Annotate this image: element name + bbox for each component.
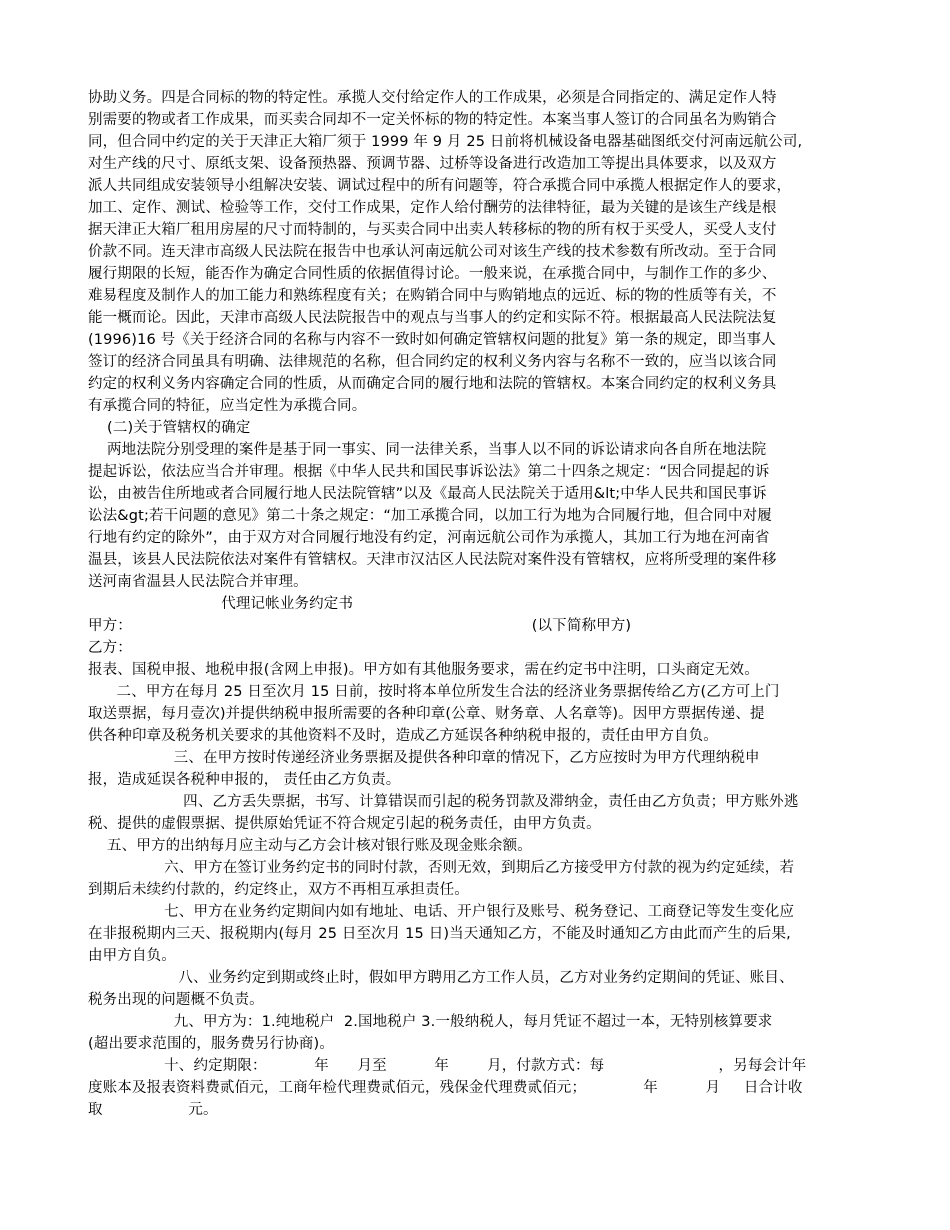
text-line: 两地法院分别受理的案件是基于同一事实、同一法律关系，当事人以不同的诉讼请求向各自所在地法院 xyxy=(88,442,767,458)
text-line: 取 元。 xyxy=(88,1102,218,1118)
text-line: 加工、定作、测试、检验等工作，交付工作成果，定作人给付酬劳的法律特征，最为关键的是该生产线是根 xyxy=(88,200,777,216)
text-line: 能一概而论。因此，天津市高级人民法院报告中的观点与当事人的约定和实际不符。根据最高人民法院法复 xyxy=(88,310,777,326)
clause-10: 十、约定期限： 年 月至 年 月，付款方式：每 ，另每会计年 xyxy=(88,1058,807,1074)
text-line: 价款不同。连天津市高级人民法院在报告中也承认河南远航公司对该生产线的技术参数有所改动。至于合同 xyxy=(88,244,777,260)
text-line: 据天津正大箱厂租用房屋的尺寸而特制的，与买卖合同中出卖人转移标的物的所有权于买受人，买受人支付 xyxy=(88,222,777,238)
clause-3: 三、在甲方按时传递经济业务票据及提供各种印章的情况下，乙方应按时为甲方代理纳税申 xyxy=(88,750,760,766)
text-line: 报表、国税申报、地税申报(含网上申报)。甲方如有其他服务要求，需在约定书中注明，口头商定无效。 xyxy=(88,662,759,678)
clause-6: 六、甲方在签订业务约定书的同时付款，否则无效，到期后乙方接受甲方付款的视为约定延续，若 xyxy=(88,860,795,876)
clause-7: 七、甲方在业务约定期间内如有地址、电话、开户银行及账号、税务登记、工商登记等发生变化应 xyxy=(88,904,795,920)
text-line: 在非报税期内三天、报税期内(每月 25 日至次月 15 日)当天通知乙方，不能及时通知乙方由此而产生的后果, xyxy=(88,926,791,942)
party-b-line: 乙方： xyxy=(88,640,132,656)
document-title: 代理记帐业务约定书 xyxy=(88,596,354,612)
text-line: 税、提供的虚假票据、提供原始凭证不符合规定引起的税务责任，由甲方负责。 xyxy=(88,816,601,832)
clause-9: 九、甲方为：1.纯地税户 2.国地税户 3.一般纳税人，每月凭证不超过一本，无特别核算要求 xyxy=(88,1014,773,1030)
text-line: 讼，由被告住所地或者合同履行地人民法院管辖”以及《最高人民法院关于适用&lt;中华人民共和国民事诉 xyxy=(88,486,767,502)
text-line: 供各种印章及税务机关要求的其他资料不及时，造成乙方延误各种纳税申报的，责任由甲方自负。 xyxy=(88,728,718,744)
clause-4: 四、乙方丢失票据，书写、计算错误而引起的税务罚款及滞纳金，责任由乙方负责；甲方账外逃 xyxy=(88,794,799,810)
text-line: 由甲方自负。 xyxy=(88,948,176,964)
text-line: (超出要求范围的，服务费另行协商)。 xyxy=(88,1036,335,1052)
text-line: 协助义务。四是合同标的物的特定性。承揽人交付给定作人的工作成果，必须是合同指定的、满足定作人特 xyxy=(88,90,777,106)
text-line: 对生产线的尺寸、原纸支架、设备预热器、预调节器、过桥等设备进行改造加工等提出具体要求，以及双方 xyxy=(88,156,777,172)
clause-5: 五、甲方的出纳每月应主动与乙方会计核对银行账及现金账余额。 xyxy=(88,838,532,854)
clause-8: 八、业务约定到期或终止时，假如甲方聘用乙方工作人员，乙方对业务约定期间的凭证、账目、 xyxy=(88,970,794,986)
text-line: 温县，该县人民法院依法对案件有管辖权。天津市汉沽区人民法院对案件没有管辖权，应将所受理的案件移 xyxy=(88,552,777,568)
text-line: 取送票据，每月壹次)并提供纳税申报所需要的各种印章(公章、财务章、人名章等)。因甲方票据传递、提 xyxy=(88,706,765,722)
text-line: 行地有约定的除外”，由于双方对合同履行地没有约定，河南远航公司作为承揽人，其加工行为地在河南省 xyxy=(88,530,770,546)
text-line: 有承揽合同的特征，应当定性为承揽合同。 xyxy=(88,398,367,414)
text-line: 税务出现的问题概不负责。 xyxy=(88,992,264,1008)
text-line: 到期后未续约付款的，约定终止，双方不再相互承担责任。 xyxy=(88,882,469,898)
party-a-line: 甲方： (以下简称甲方) xyxy=(88,618,632,634)
text-line: 提起诉讼，依法应当合并审理。根据《中华人民共和国民事诉讼法》第二十四条之规定：“因合同提起的诉 xyxy=(88,464,770,480)
text-line: 同，但合同中约定的关于天津正大箱厂须于 1999 年 9 月 25 日前将机械设备电器基础图纸交付河南远航公司, xyxy=(88,134,803,150)
text-line: 履行期限的长短，能否作为确定合同性质的依据值得讨论。一般来说，在承揽合同中，与制作工作的多少、 xyxy=(88,266,777,282)
text-line: 派人共同组成安装领导小组解决安装、调试过程中的所有问题等，符合承揽合同中承揽人根据定作人的要求， xyxy=(88,178,792,194)
text-line: 度账本及报表资料费贰佰元，工商年检代理费贰佰元，残保金代理费贰佰元； 年 月 日合计收 xyxy=(88,1080,803,1096)
text-line: 别需要的物或者工作成果，而买卖合同却不一定关怀标的物的特定性。本案当事人签订的合同虽名为购销合 xyxy=(88,112,777,128)
clause-2: 二、甲方在每月 25 日至次月 15 日前，按时将本单位所发生合法的经济业务票据传给乙方(乙方可上门 xyxy=(88,684,780,700)
text-line: (1996)16 号《关于经济合同的名称与内容不一致时如何确定管辖权问题的批复》第一条的规定，即当事人 xyxy=(88,332,776,348)
section-heading: (二)关于管辖权的确定 xyxy=(88,420,251,436)
text-line: 难易程度及制作人的加工能力和熟练程度有关；在购销合同中与购销地点的远近、标的物的性质等有关，不 xyxy=(88,288,777,304)
text-line: 讼法&gt;若干问题的意见》第二十条之规定：“加工承揽合同，以加工行为地为合同履行地，但合同中对履 xyxy=(88,508,772,524)
text-line: 签订的经济合同虽具有明确、法律规范的名称，但合同约定的权利义务内容与名称不一致的，应当以该合同 xyxy=(88,354,777,370)
text-line: 送河南省温县人民法院合并审理。 xyxy=(88,574,308,590)
text-line: 约定的权利义务内容确定合同的性质，从而确定合同的履行地和法院的管辖权。本案合同约定的权利义务具 xyxy=(88,376,777,392)
text-line: 报，造成延误各税种申报的， 责任由乙方负责。 xyxy=(88,772,401,788)
